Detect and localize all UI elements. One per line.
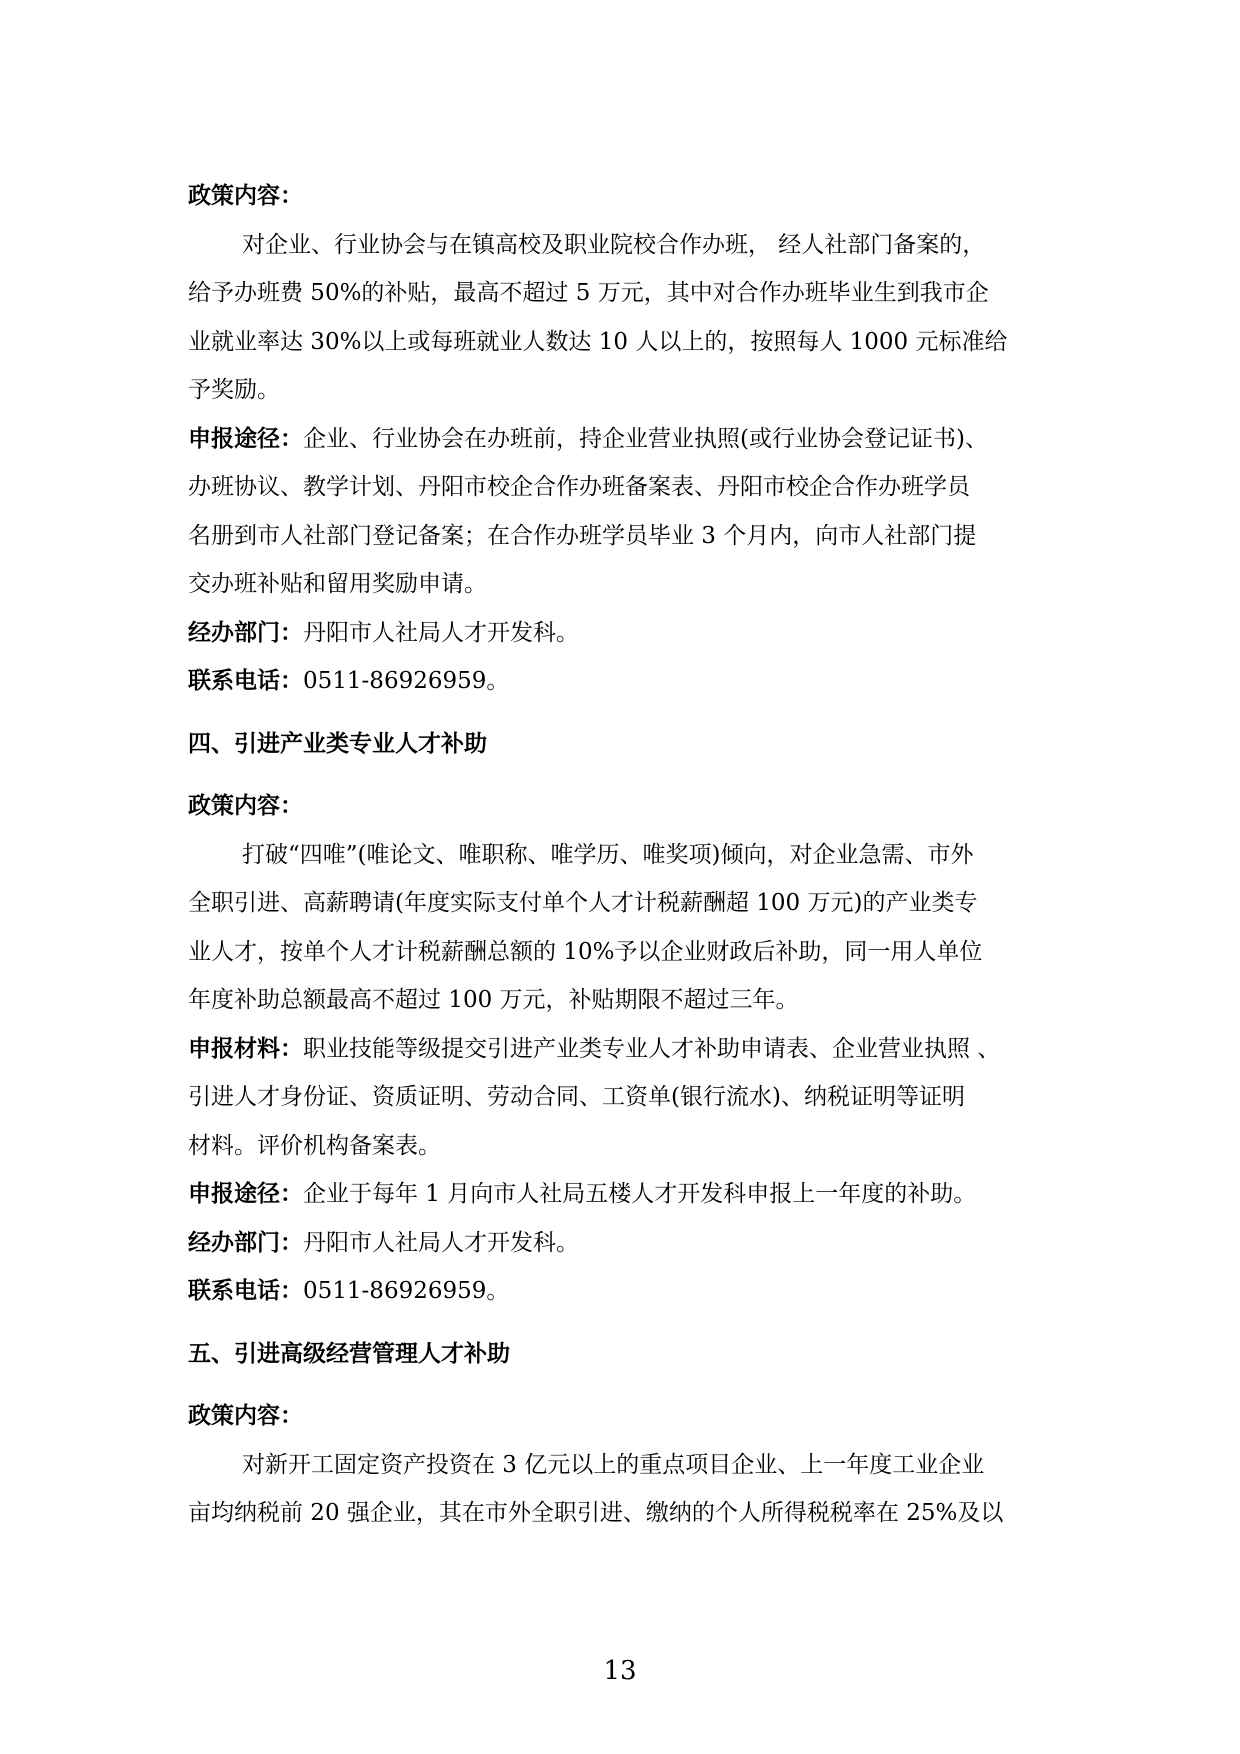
application-route-line: 名册到市人社部门登记备案；在合作办班学员毕业 3 个月内，向市人社部门提 [188, 522, 977, 549]
policy-text-line: 业就业率达 30%以上或每班就业人数达 10 人以上的，按照每人 1000 元标准给 [188, 328, 1008, 355]
handling-dept-row [188, 1219, 1068, 1268]
application-route-text: 企业、行业协会在办班前，持企业营业执照(或行业协会登记证书)、 [303, 425, 988, 452]
section-gap [188, 768, 1068, 782]
application-route-row [188, 1170, 1068, 1219]
policy-text-line: 对企业、行业协会与在镇高校及职业院校合作办班， 经人社部门备案的， [242, 231, 986, 258]
policy-content-label: 政策内容： [188, 1402, 303, 1429]
policy-text-line: 年度补助总额最高不超过 100 万元，补贴期限不超过三年。 [188, 987, 799, 1013]
application-material-line: 引进人才身份证、资质证明、劳动合同、工资单(银行流水)、纳税证明等证明 [188, 1084, 965, 1110]
application-material-row [188, 1025, 1068, 1074]
application-route-line: 交办班补贴和留用奖励申请。 [188, 571, 487, 597]
policy-text-line: 打破“四唯”(唯论文、唯职称、唯学历、唯奖项)倾向，对企业急需、市外 [242, 841, 974, 868]
policy-text-line: 对新开工固定资产投资在 3 亿元以上的重点项目企业、上一年度工业企业 [242, 1451, 985, 1478]
policy-text-line: 给予办班费 50%的补贴，最高不超过 5 万元，其中对合作办班毕业生到我市企 [188, 280, 989, 306]
handling-dept-label: 经办部门： [188, 618, 303, 646]
contact-phone-row [188, 657, 1068, 706]
contact-phone-label: 联系电话： [188, 1277, 303, 1304]
section-gap [188, 706, 1068, 720]
handling-dept-value: 丹阳市人社局人才开发科。 [303, 619, 579, 646]
application-material-label: 申报材料： [188, 1034, 303, 1062]
handling-dept-label: 经办部门： [188, 1228, 303, 1256]
policy-text-line: 予奖励。 [188, 377, 280, 403]
page-content [188, 172, 1068, 1538]
handling-dept-row [188, 609, 1068, 658]
section-heading: 五、引进高级经营管理人才补助 [188, 1339, 510, 1367]
contact-phone-row [188, 1267, 1068, 1316]
policy-text-line: 业人才，按单个人才计税薪酬总额的 10%予以企业财政后补助，同一用人单位 [188, 938, 983, 965]
section-gap [188, 1316, 1068, 1330]
application-route-row [188, 415, 1068, 464]
policy-text-line: 全职引进、高薪聘请(年度实际支付单个人才计税薪酬超 100 万元)的产业类专 [188, 890, 978, 916]
section-heading: 四、引进产业类专业人才补助 [188, 729, 487, 757]
contact-phone-value: 0511-86926959。 [303, 1278, 510, 1304]
application-route-line: 办班协议、教学计划、丹阳市校企合作办班备案表、丹阳市校企合作办班学员 [188, 474, 970, 500]
section-gap [188, 1378, 1068, 1392]
application-route-text: 企业于每年 1 月向市人社局五楼人才开发科申报上一年度的补助。 [303, 1181, 977, 1207]
contact-phone-value: 0511-86926959。 [303, 668, 510, 694]
policy-content-label: 政策内容： [188, 182, 303, 209]
page-number: 13 [603, 1656, 637, 1686]
application-material-line: 材料。评价机构备案表。 [188, 1132, 441, 1159]
contact-phone-label: 联系电话： [188, 667, 303, 694]
application-route-label: 申报途径： [188, 1180, 303, 1207]
application-material-text: 职业技能等级提交引进产业类专业人才补助申请表、企业营业执照 、 [303, 1035, 1001, 1062]
policy-text-line: 亩均纳税前 20 强企业，其在市外全职引进、缴纳的个人所得税税率在 25%及以 [188, 1500, 1004, 1526]
policy-content-label: 政策内容： [188, 792, 303, 819]
handling-dept-value: 丹阳市人社局人才开发科。 [303, 1229, 579, 1256]
application-route-label: 申报途径： [188, 424, 303, 452]
